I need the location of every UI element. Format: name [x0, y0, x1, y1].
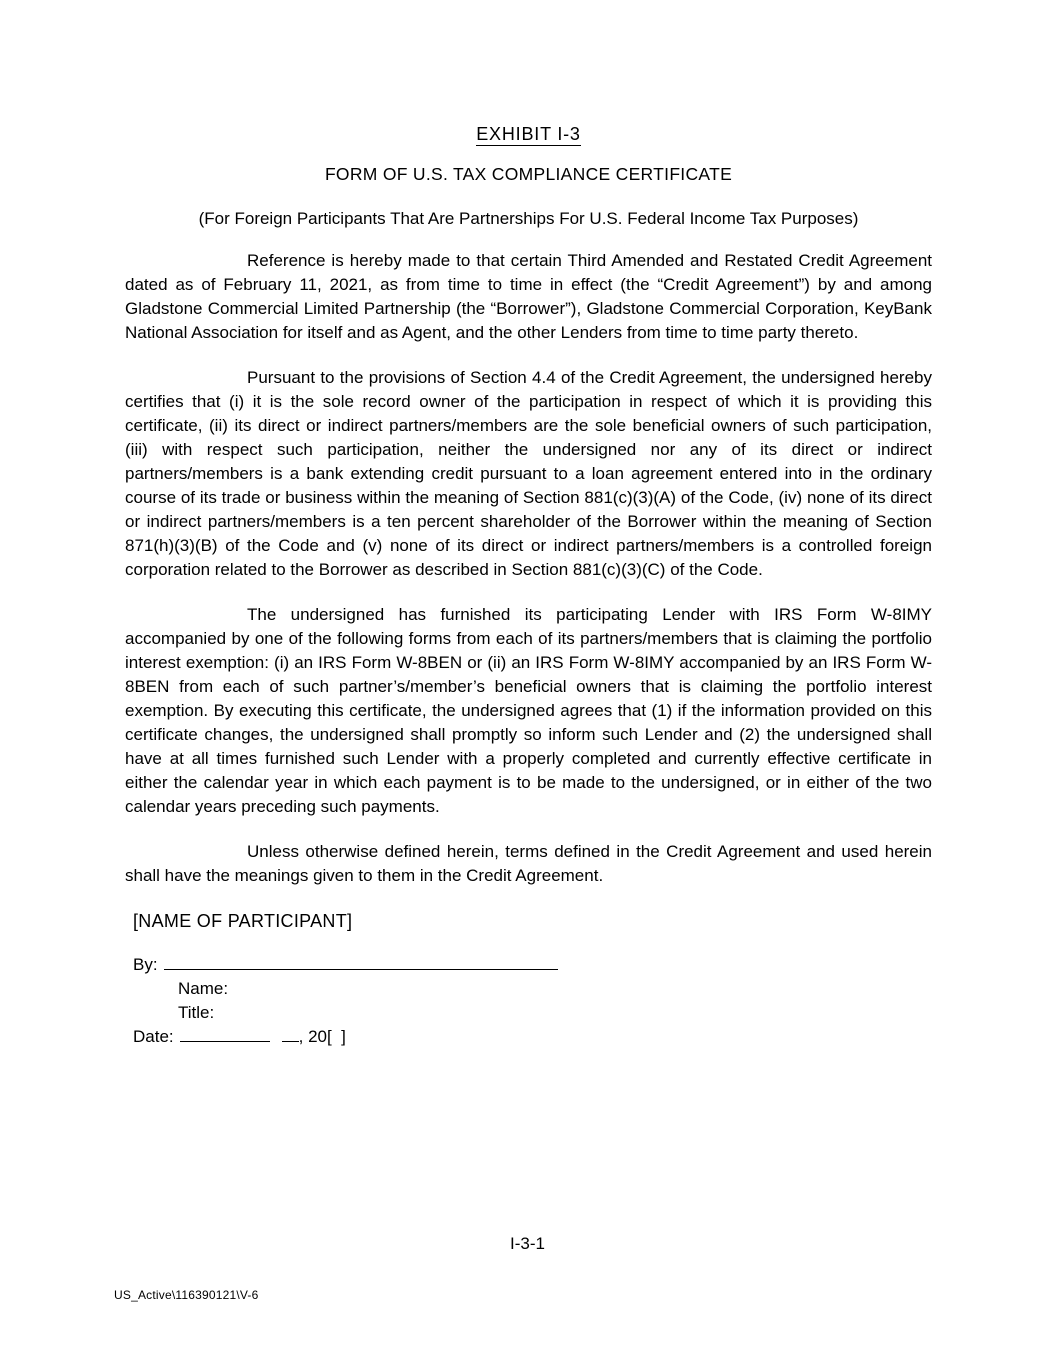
signature-by-line — [133, 953, 932, 977]
paragraph-definitions: Unless otherwise defined herein, terms defined in the Credit Agreement and used herein shall have the meanings given to them in the Credit Agreement. — [125, 842, 932, 885]
audience-line: (For Foreign Participants That Are Partnerships For U.S. Federal Income Tax Purposes) — [198, 209, 859, 228]
participant-name-placeholder: [NAME OF PARTICIPANT] — [133, 911, 353, 931]
signature-name-line: Name: — [178, 979, 229, 998]
date-label: Date: — [133, 1027, 174, 1046]
document-reference-footer: US_Active\116390121\V-6 — [114, 1288, 259, 1302]
date-year-suffix: , 20[ ] — [298, 1027, 346, 1046]
paragraph-certification: Pursuant to the provisions of Section 4.4 of the Credit Agreement, the undersigned hereby certifies that (i) it is the sole record owner of the participation in respect of which it is providing this certificate, (ii) its direct or indirect partners/members are the sole beneficial owners of such participation, (iii) with respect such participation, neither the undersigned nor any of its direct or indirect partners/members is a bank extending credit pursuant to a loan agreement entered into in the ordinary course of its trade or business within the meaning of Section 881(c)(3)(A) of the Code, (iv) none of its direct or indirect partners/members is a ten percent shareholder of the Borrower within the meaning of Section 871(h)(3)(B) of the Code and (v) none of its direct or indirect partners/members is a controlled foreign corporation related to the Borrower as described in Section 881(c)(3)(C) of the Code. — [125, 368, 932, 579]
page-title-text: EXHIBIT I-3 — [476, 124, 581, 144]
paragraph-irs-forms: The undersigned has furnished its participating Lender with IRS Form W-8IMY accompanied by one of the following forms from each of its partners/members that is claiming the portfolio interest exemption: (i) an IRS Form W-8BEN or (ii) an IRS Form W-8IMY accompanied by an IRS Form W-8BEN from each of such partner’s/member’s beneficial owners that is claiming the portfolio interest exemption. By executing this certificate, the undersigned agrees that (1) if the information provided on this certificate changes, the undersigned shall promptly so inform such Lender and (2) the undersigned shall have at all times furnished such Lender with a properly completed and currently effective certificate in either the calendar year in which each payment is to be made to the undersigned, or in either of the two calendar years preceding such payments. — [125, 605, 932, 816]
date-blank-line-short — [282, 1027, 299, 1042]
signature-block — [133, 953, 932, 1049]
page-number: I-3-1 — [510, 1234, 545, 1253]
date-blank-line-long — [180, 1027, 270, 1042]
signature-title-line: Title: — [178, 1003, 215, 1022]
page-title — [125, 122, 932, 146]
by-label: By: — [133, 955, 158, 974]
document-subtitle: FORM OF U.S. TAX COMPLIANCE CERTIFICATE — [324, 164, 733, 184]
signature-blank-line — [164, 955, 558, 970]
paragraph-reference: Reference is hereby made to that certain Third Amended and Restated Credit Agreement dated as of February 11, 2021, as from time to time in effect (the “Credit Agreement”) by and among Gladstone Commercial Limited Partnership (the “Borrower”), Gladstone Commercial Corporation, KeyBank National Association for itself and as Agent, and the other Lenders from time to time party thereto. — [125, 251, 932, 342]
signature-date-line — [133, 1025, 932, 1049]
